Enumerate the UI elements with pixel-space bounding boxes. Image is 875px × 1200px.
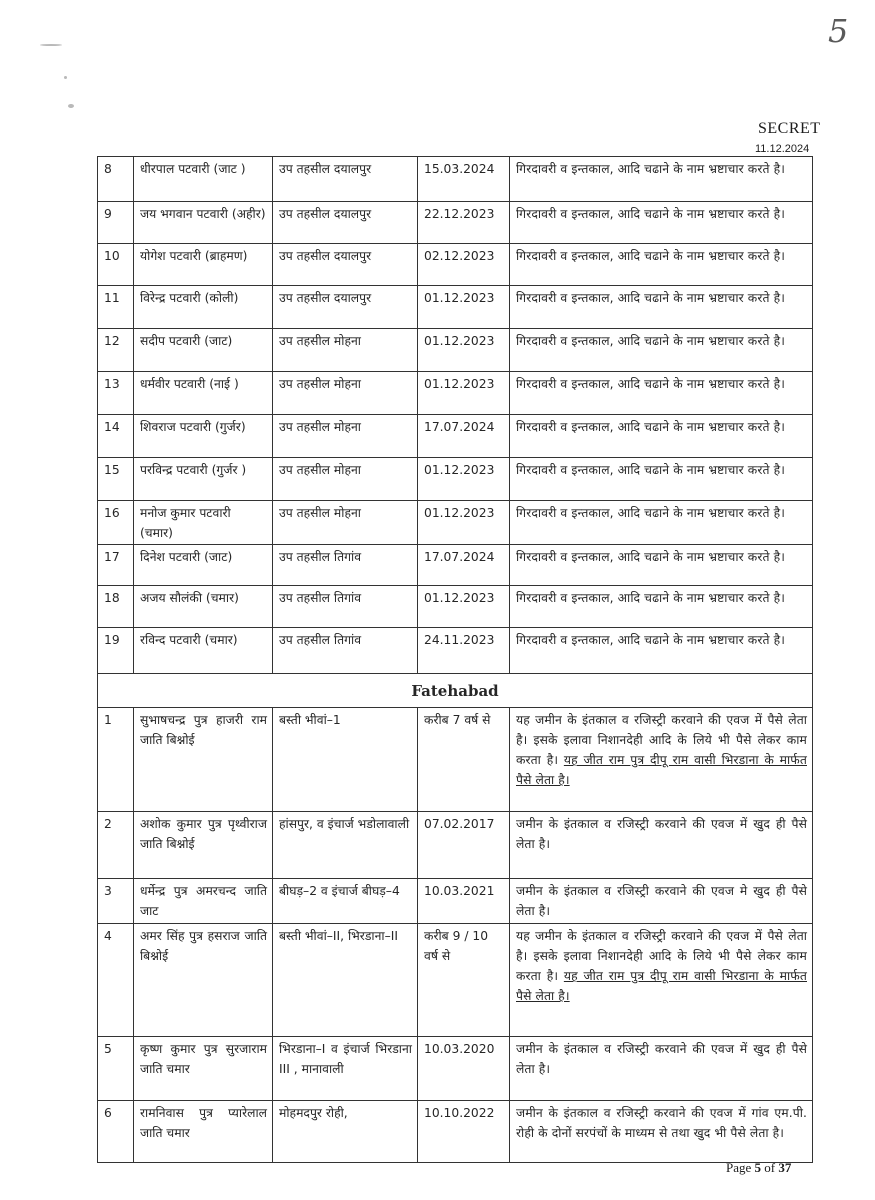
table-row [98, 372, 813, 415]
posting-date: 01.12.2023 [418, 329, 510, 372]
allegation-details: गिरदावरी व इन्तकाल, आदि चढाने के नाम भ्रष्टाचार करते है। [510, 329, 813, 372]
serial-number: 6 [98, 1101, 134, 1163]
details-underlined-text: यह जीत राम पुत्र दीपू राम वासी भिरडाना के मार्फत पैसे लेता है। [516, 969, 807, 1003]
handwritten-page-number: 5 [828, 12, 849, 50]
posting-location: बीघड़–2 व इंचार्ज बीघड़–4 [273, 879, 418, 924]
footer-total-pages: 37 [778, 1160, 792, 1175]
posting-location: उप तहसील तिगांव [273, 628, 418, 674]
official-name: शिवराज पटवारी (गुर्जर) [134, 415, 273, 458]
details-text: यह जमीन के इंतकाल व रजिस्ट्री करवाने की एवज में पैसे लेता है। इसके इलावा निशानदेही आदि के लिये भी पैसे लेकर काम करता है। [516, 929, 807, 983]
posting-location: उप तहसील दयालपुर [273, 286, 418, 329]
allegation-details [510, 924, 813, 1037]
posting-location: बस्ती भीवां–II, भिरडाना–II [273, 924, 418, 1037]
posting-date: 01.12.2023 [418, 586, 510, 628]
section-header-row [98, 674, 813, 708]
posting-date: 17.07.2024 [418, 415, 510, 458]
posting-location: उप तहसील दयालपुर [273, 244, 418, 286]
allegation-details: गिरदावरी व इन्तकाल, आदि चढाने के नाम भ्रष्टाचार करते है। [510, 415, 813, 458]
posting-location: बस्ती भीवां–1 [273, 708, 418, 812]
serial-number: 3 [98, 879, 134, 924]
allegation-details [510, 1037, 813, 1101]
footer-current-page: 5 [754, 1160, 762, 1175]
allegation-details: गिरदावरी व इन्तकाल, आदि चढाने के नाम भ्रष्टाचार करते है। [510, 458, 813, 501]
allegation-details [510, 708, 813, 812]
serial-number: 14 [98, 415, 134, 458]
table-row [98, 157, 813, 202]
scan-speck [68, 104, 74, 108]
posting-date: 01.12.2023 [418, 372, 510, 415]
posting-date: 24.11.2023 [418, 628, 510, 674]
records-fatehabad [98, 708, 813, 1163]
allegation-details: गिरदावरी व इन्तकाल, आदि चढाने के नाम भ्रष्टाचार करते है। [510, 202, 813, 244]
serial-number: 8 [98, 157, 134, 202]
page-footer [726, 1160, 791, 1176]
posting-date: 01.12.2023 [418, 458, 510, 501]
allegation-details: गिरदावरी व इन्तकाल, आदि चढाने के नाम भ्रष्टाचार करते है। [510, 586, 813, 628]
posting-location: भिरडाना–I व इंचार्ज भिरडाना III , मानावाली [273, 1037, 418, 1101]
posting-date: 01.12.2023 [418, 501, 510, 545]
official-name: रामनिवास पुत्र प्यारेलाल जाति चमार [134, 1101, 273, 1163]
official-name: धर्मेन्द्र पुत्र अमरचन्द जाति जाट [134, 879, 273, 924]
table-row [98, 501, 813, 545]
serial-number: 19 [98, 628, 134, 674]
table-row [98, 812, 813, 879]
official-name: मनोज कुमार पटवारी (चमार) [134, 501, 273, 545]
records-table [97, 156, 813, 1163]
posting-location: उप तहसील मोहना [273, 458, 418, 501]
posting-location: उप तहसील तिगांव [273, 545, 418, 586]
details-text: यह जमीन के इंतकाल व रजिस्ट्री करवाने की एवज में पैसे लेता है। इसके इलावा निशानदेही आदि के लिये भी पैसे लेकर काम करता है। [516, 713, 807, 767]
serial-number: 2 [98, 812, 134, 879]
table-row [98, 415, 813, 458]
allegation-details [510, 1101, 813, 1163]
serial-number: 12 [98, 329, 134, 372]
allegation-details: गिरदावरी व इन्तकाल, आदि चढाने के नाम भ्रष्टाचार करते है। [510, 286, 813, 329]
details-text: जमीन के इंतकाल व रजिस्ट्री करवाने की एवज में खुद ही पैसे लेता है। [516, 817, 807, 851]
posting-duration: करीब 9 / 10 वर्ष से [418, 924, 510, 1037]
table-row [98, 458, 813, 501]
posting-duration: 07.02.2017 [418, 812, 510, 879]
footer-prefix: Page [726, 1160, 755, 1175]
allegation-details [510, 879, 813, 924]
posting-date: 15.03.2024 [418, 157, 510, 202]
posting-location: उप तहसील दयालपुर [273, 202, 418, 244]
table-row [98, 1037, 813, 1101]
section-title: Fatehabad [98, 674, 813, 708]
records-top [98, 157, 813, 674]
footer-middle: of [761, 1160, 779, 1175]
posting-location: हांसपुर, व इंचार्ज भडोलावाली [273, 812, 418, 879]
serial-number: 10 [98, 244, 134, 286]
official-name: रविन्द पटवारी (चमार) [134, 628, 273, 674]
serial-number: 13 [98, 372, 134, 415]
table-row [98, 586, 813, 628]
allegation-details: गिरदावरी व इन्तकाल, आदि चढाने के नाम भ्रष्टाचार करते है। [510, 157, 813, 202]
table-row [98, 708, 813, 812]
scan-speck [64, 76, 67, 79]
official-name: सुभाषचन्द्र पुत्र हाजरी राम जाति बिश्नोई [134, 708, 273, 812]
table-row [98, 244, 813, 286]
posting-location: उप तहसील मोहना [273, 501, 418, 545]
serial-number: 16 [98, 501, 134, 545]
serial-number: 5 [98, 1037, 134, 1101]
official-name: विरेन्द्र पटवारी (कोली) [134, 286, 273, 329]
posting-location: मोहमदपुर रोही, [273, 1101, 418, 1163]
posting-date: 22.12.2023 [418, 202, 510, 244]
official-name: धर्मवीर पटवारी (नाई ) [134, 372, 273, 415]
allegation-details: गिरदावरी व इन्तकाल, आदि चढाने के नाम भ्रष्टाचार करते है। [510, 628, 813, 674]
serial-number: 9 [98, 202, 134, 244]
posting-location: उप तहसील मोहना [273, 372, 418, 415]
details-underlined-text: यह जीत राम पुत्र दीपू राम वासी भिरडाना के मार्फत पैसे लेता है। [516, 753, 807, 787]
table-row [98, 924, 813, 1037]
serial-number: 15 [98, 458, 134, 501]
allegation-details: गिरदावरी व इन्तकाल, आदि चढाने के नाम भ्रष्टाचार करते है। [510, 372, 813, 415]
details-text: जमीन के इंतकाल व रजिस्ट्री करवाने की एवज मे खुद ही पैसे लेता है। [516, 884, 807, 918]
table-row [98, 329, 813, 372]
table-row [98, 545, 813, 586]
official-name: सदीप पटवारी (जाट) [134, 329, 273, 372]
allegation-details [510, 812, 813, 879]
official-name: अशोक कुमार पुत्र पृथ्वीराज जाति बिश्नोई [134, 812, 273, 879]
official-name: जय भगवान पटवारी (अहीर) [134, 202, 273, 244]
table-row [98, 202, 813, 244]
official-name: दिनेश पटवारी (जाट) [134, 545, 273, 586]
details-text: जमीन के इंतकाल व रजिस्ट्री करवाने की एवज में गांव एम.पी. रोही के दोनों सरपंचों के माध्यम से तथा खुद भी पैसे लेता है। [516, 1106, 807, 1140]
posting-date: 17.07.2024 [418, 545, 510, 586]
serial-number: 11 [98, 286, 134, 329]
posting-location: उप तहसील दयालपुर [273, 157, 418, 202]
table-row [98, 628, 813, 674]
official-name: कृष्ण कुमार पुत्र सुरजाराम जाति चमार [134, 1037, 273, 1101]
official-name: अजय सौलंकी (चमार) [134, 586, 273, 628]
serial-number: 1 [98, 708, 134, 812]
serial-number: 4 [98, 924, 134, 1037]
posting-duration: 10.03.2020 [418, 1037, 510, 1101]
classification-label: SECRET [758, 120, 821, 137]
details-text: जमीन के इंतकाल व रजिस्ट्री करवाने की एवज में खुद ही पैसे लेता है। [516, 1042, 807, 1076]
section-fatehabad [98, 674, 813, 708]
posting-date: 02.12.2023 [418, 244, 510, 286]
allegation-details: गिरदावरी व इन्तकाल, आदि चढाने के नाम भ्रष्टाचार करते है। [510, 244, 813, 286]
posting-duration: करीब 7 वर्ष से [418, 708, 510, 812]
serial-number: 17 [98, 545, 134, 586]
serial-number: 18 [98, 586, 134, 628]
scan-speck [40, 44, 62, 46]
posting-duration: 10.03.2021 [418, 879, 510, 924]
official-name: धीरपाल पटवारी (जाट ) [134, 157, 273, 202]
official-name: अमर सिंह पुत्र हसराज जाति बिश्नोई [134, 924, 273, 1037]
table-row [98, 286, 813, 329]
allegation-details: गिरदावरी व इन्तकाल, आदि चढाने के नाम भ्रष्टाचार करते है। [510, 501, 813, 545]
official-name: परविन्द्र पटवारी (गुर्जर ) [134, 458, 273, 501]
posting-location: उप तहसील तिगांव [273, 586, 418, 628]
table-row [98, 1101, 813, 1163]
table-row [98, 879, 813, 924]
allegation-details: गिरदावरी व इन्तकाल, आदि चढाने के नाम भ्रष्टाचार करते है। [510, 545, 813, 586]
posting-date: 01.12.2023 [418, 286, 510, 329]
posting-location: उप तहसील मोहना [273, 415, 418, 458]
official-name: योगेश पटवारी (ब्राहमण) [134, 244, 273, 286]
header-date: 11.12.2024 [755, 143, 810, 155]
posting-location: उप तहसील मोहना [273, 329, 418, 372]
posting-duration: 10.10.2022 [418, 1101, 510, 1163]
